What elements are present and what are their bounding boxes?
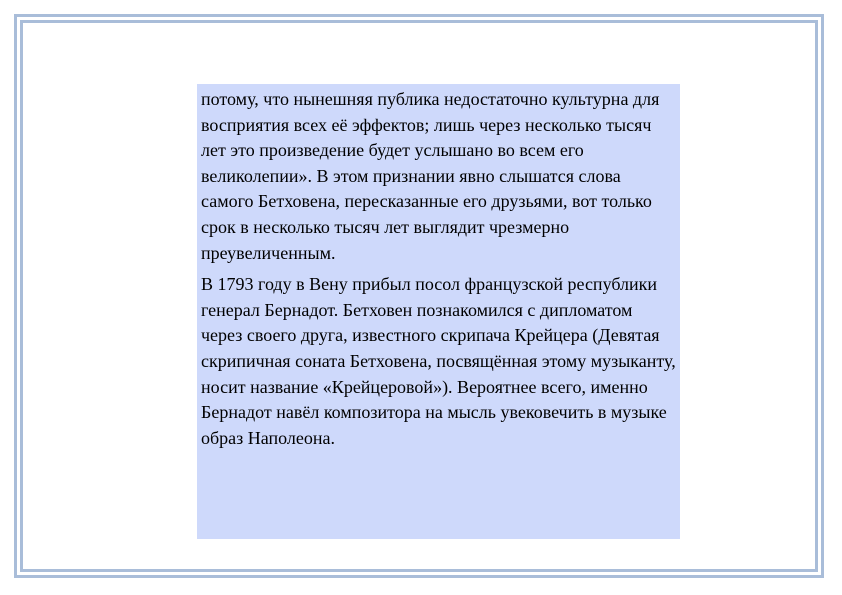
- text-box: [197, 84, 680, 539]
- paragraph-1: потому, что нынешняя публика недостаточно культурна для восприятия всех её эффектов; лишь через несколько тысяч лет это произведение будет услышано во всем его великолепии». В этом признании явно слышатся слова самого Бетховена, пересказанные его друзьями, вот только срок в несколько тысяч лет выглядит чрезмерно преувеличенным.: [201, 89, 660, 263]
- paragraph-2: В 1793 году в Вену прибыл посол французской республики генерал Бернадот. Бетховен познакомился с дипломатом через своего друга, известного скрипача Крейцера (Девятая скрипичная соната Бетховена, посвящённая этому музыканту, носит название «Крейцеровой»). Вероятнее всего, именно Бернадот навёл композитора на мысль увековечить в музыке образ Наполеона.: [201, 274, 676, 448]
